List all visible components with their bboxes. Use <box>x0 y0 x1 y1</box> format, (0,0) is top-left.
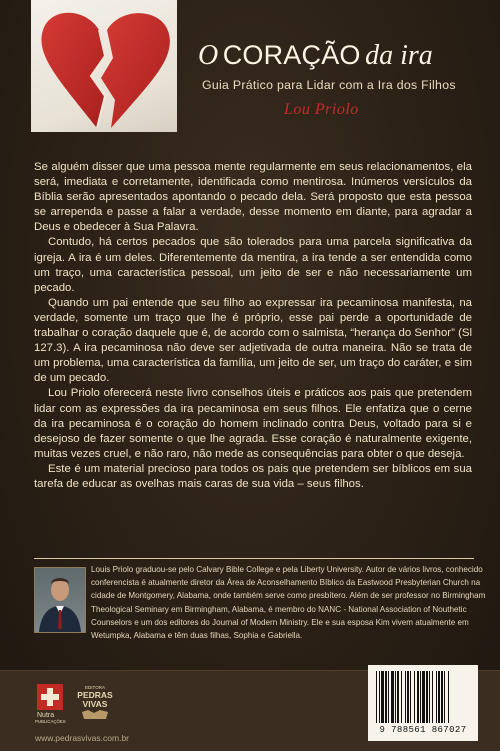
author-name: Lou Priolo <box>284 101 359 118</box>
author-photo <box>34 567 86 633</box>
title-part-o: O <box>198 40 219 71</box>
synopsis-paragraph: Lou Priolo oferecerá neste livro conselhos úteis e práticos aos pais que pretendem lidar com as expressões da ira pecaminosa em seus filhos. Ele enfatiza que o cerne da ira pecaminosa é o coração do homem inclinado contra Deus, voltado para si e desejoso de fazer somente o que lhe agrada. Esse coração é naturalmente exigente, muitas vezes cruel, e não raro, não mede as consequências para obter o que deseja. <box>34 387 472 460</box>
barcode-bars-icon <box>376 671 470 723</box>
book-subtitle: Guia Prático para Lidar com a Ira dos Filhos <box>202 78 456 92</box>
nutra-logo-subtext: PUBLICAÇÕES <box>35 719 66 724</box>
synopsis-paragraph: Se alguém disser que uma pessoa mente regularmente em seus relacionamentos, ela será, imediata e corretamente, identificada como mentirosa. Inúmeros versículos da Bíblia serão apresentados apontando o pecado dela. Será proposto que esta pessoa se arrependa e passe a falar a verdade, desse momento em diante, para agradar a Deus e obedecer à Sua Palavra. <box>34 161 472 234</box>
person-icon <box>35 568 85 632</box>
broken-heart-image <box>31 0 177 132</box>
title-part-da-ira: da ira <box>365 40 433 71</box>
nutra-logo <box>35 682 67 724</box>
synopsis <box>34 160 472 492</box>
broken-heart-icon <box>31 0 177 132</box>
nutra-logo-text: Nutra <box>37 712 55 719</box>
title-part-coracao: CORAÇÃO <box>222 40 361 70</box>
divider <box>34 558 474 559</box>
synopsis-paragraph: Contudo, há certos pecados que são tolerados para uma parcela significativa da igreja. A ira é um deles. Diferentemente da mentira, a ira tende a ser entendida como um traço, uma característica pessoal, um jeito de ser e não necessariamente um pecado. <box>34 236 472 294</box>
isbn-number: 9 788561 867027 <box>379 725 467 735</box>
author-bio: Louis Priolo graduou-se pelo Calvary Bible College e pela Liberty University. Autor de vários livros, conhecido conferencista é atualmente diretor da Área de Aconselhamento Bíblico da Eastwood Presbyterian Church na cidade de Montgomery, Alabama, onde também serve como presbítero. Além de ser professor no Birmingham Theological Seminary em Birmingham, Alabama, é membro do NANC - National Association of Nouthetic Counselors e um dos editores do Journal of Modern Ministry. Ele e sua esposa Kim vivem atualmente em Wetumpka, Alabama e têm duas filhas, Sophia e Gabriella. <box>91 565 486 641</box>
synopsis-paragraph: Este é um material precioso para todos os pais que pretendem ser bíblicos em sua tarefa de educar as ovelhas mais caras de sua vida – seus filhos. <box>34 462 472 490</box>
book-title <box>198 40 488 72</box>
synopsis-paragraph: Quando um pai entende que seu filho ao expressar ira pecaminosa manifesta, na verdade, somente um traço que lhe é próprio, esse pai perde a oportunidade de trabalhar o coração daquele que é, de acordo com o salmista, “herança do Senhor” (Sl 127.3). A ira pecaminosa não deve ser adjetivada de outra maneira. Não se trata de um problema, uma característica da família, um jeito de ser, um traço do caráter, e sim de um pecado. <box>34 296 472 385</box>
pedras-vivas-logo <box>76 682 114 722</box>
pedras-logo-line3: VIVAS <box>82 699 108 709</box>
isbn-barcode <box>368 665 478 741</box>
pedras-logo-line1: EDITORA <box>85 685 105 690</box>
pedras-logo-line2: PEDRAS <box>77 690 113 700</box>
publisher-website: www.pedrasvivas.com.br <box>35 733 130 743</box>
